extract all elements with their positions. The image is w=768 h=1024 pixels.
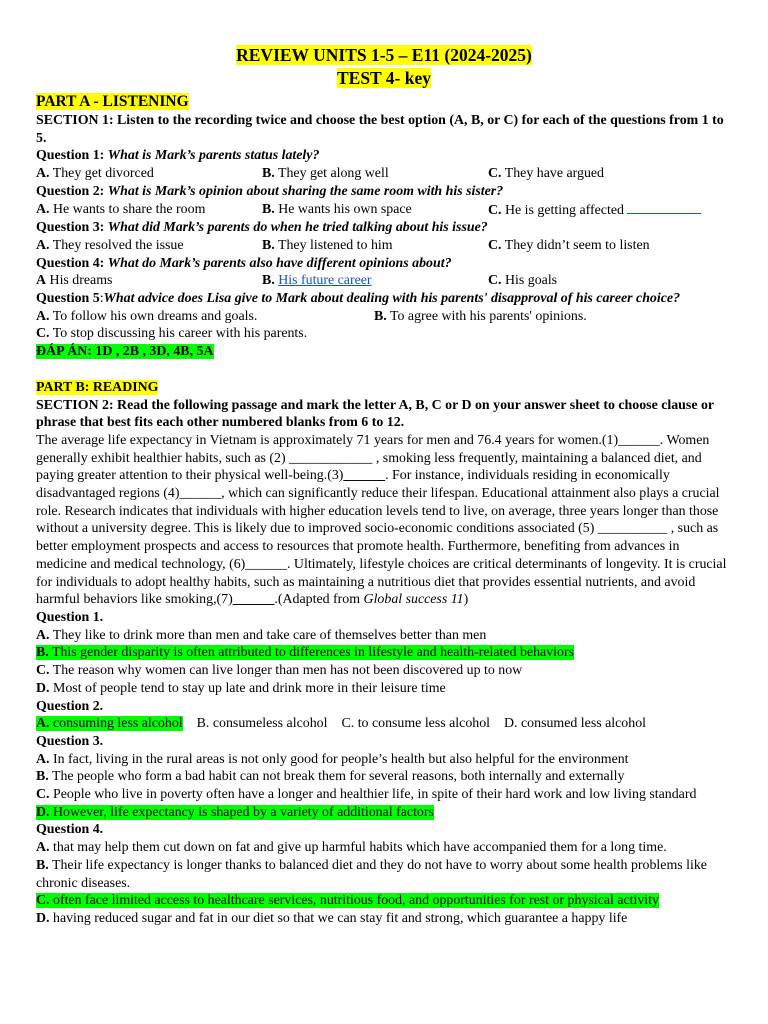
section-2-instructions: SECTION 2: Read the following passage and mark the letter A, B, C or D on your answer sheet to choose clause or phrase that best fits each other numbered blanks from 6 to 12. [36,397,714,431]
listening-question-1: Question 1: What is Mark’s parents status lately? [36,148,320,164]
listening-q5-option-c: C. To stop discussing his career with his parents. [36,326,308,342]
rq1-option-d: D. Most of people tend to stay up late and drink more in their leisure time [36,680,446,696]
listening-q5-options: A. To follow his own dreams and goals. B. To agree with his parents' opinions. [36,308,587,324]
rq4-option-d: D. having reduced sugar and fat in our diet so that we can stay fit and strong, which guarantee a happy life [36,910,628,926]
reading-passage: The average life expectancy in Vietnam is approximately 71 years for men and 76.4 years for women.(1)______. Women generally exhibit healthier habits, such as (2) ____________ , smoking less frequently, maintaining a balanced diet, and paying greater attention to their physical well-being.(3)______. For instance, individuals residing in economically disadvantaged regions (4)______, which can significantly reduce their lifespan. Educational attainment also plays a crucial role. Research indicates that individuals with higher education levels tend to live, on average, three years longer than those without a university degree. This is likely due to improved socio-economic conditions associated (5) __________ , such as better employment prospects and access to resources that promote health. Furthermore, benefiting from advances in medicine and medical technology, (6)______. Ultimately, lifestyle choices are critical determinants of longevity. It is crucial for individuals to adopt healthy habits, such as maintaining a nutritious diet that provides essential nutrients, and avoid harmful behaviors like smoking,(7)______.(Adapted from Global success 11) [36,432,727,608]
listening-q1-options: A. They get divorced B. They get along well C. They have argued [36,166,604,182]
listening-question-2: Question 2: What is Mark’s opinion about sharing the same room with his sister? [36,183,504,199]
listening-question-5: Question 5:What advice does Lisa give to Mark about dealing with his parents' disapproval of his career choice? [36,291,681,307]
listening-q4-options: A His dreams B. His future career C. His goals [36,273,558,289]
reading-question-4: Question 4. [36,822,104,838]
blank-underline [627,201,701,214]
rq1-option-a: A. They like to drink more than men and take care of themselves better than men [36,627,487,643]
answer-key: ĐÁP ÁN: 1D , 2B , 3D, 4B, 5A [36,344,214,360]
title-line-2: TEST 4- key [336,68,431,88]
rq2-options: A. consuming less alcohol B. consumeless alcohol C. to consume less alcohol D. consumed less alcohol [36,716,647,732]
rq1-option-c: C. The reason why women can live longer than men has not been discovered up to now [36,663,523,679]
rq3-option-a: A. In fact, living in the rural areas is not only good for people’s health but also helpful for the environment [36,751,629,767]
listening-q2-options: A. He wants to share the room B. He wants his own space C. He is getting affected [36,201,732,220]
listening-question-3: Question 3: What did Mark’s parents do when he tried talking about his issue? [36,220,488,236]
reading-question-2: Question 2. [36,698,104,714]
listening-q3-options: A. They resolved the issue B. They listened to him C. They didn’t seem to listen [36,237,650,253]
listening-question-4: Question 4: What do Mark’s parents also have different opinions about? [36,255,452,271]
rq3-option-d: D. However, life expectancy is shaped by a variety of additional factors [36,804,434,820]
title-line-1: REVIEW UNITS 1-5 – E11 (2024-2025) [236,45,532,65]
rq4-option-a: A. that may help them cut down on fat and give up harmful habits which have accompanied them for a long time. [36,840,667,856]
rq3-option-b: B. The people who form a bad habit can not break them for several reasons, both internally and externally [36,769,625,785]
reading-question-3: Question 3. [36,733,104,749]
section-1-instructions: SECTION 1: Listen to the recording twice and choose the best option (A, B, or C) for each of the questions from 1 to 5. [36,113,724,146]
document-title [36,44,732,90]
part-b-heading: PART B: READING [36,379,159,395]
part-a-heading: PART A - LISTENING [36,93,189,110]
rq3-option-c: C. People who live in poverty often have a longer and healthier life, in spite of their hard work and low living standard [36,787,697,803]
rq1-option-b: B. This gender disparity is often attributed to differences in lifestyle and health-related behaviors [36,645,574,661]
future-career-link[interactable]: His future career [278,273,372,289]
rq4-option-c: C. often face limited access to healthcare services, nutritious food, and opportunities for rest or physical activity [36,893,659,909]
rq4-option-b: B. Their life expectancy is longer thanks to balanced diet and they do not have to worry about some health problems like chronic diseases. [36,857,707,891]
reading-question-1: Question 1. [36,609,104,625]
